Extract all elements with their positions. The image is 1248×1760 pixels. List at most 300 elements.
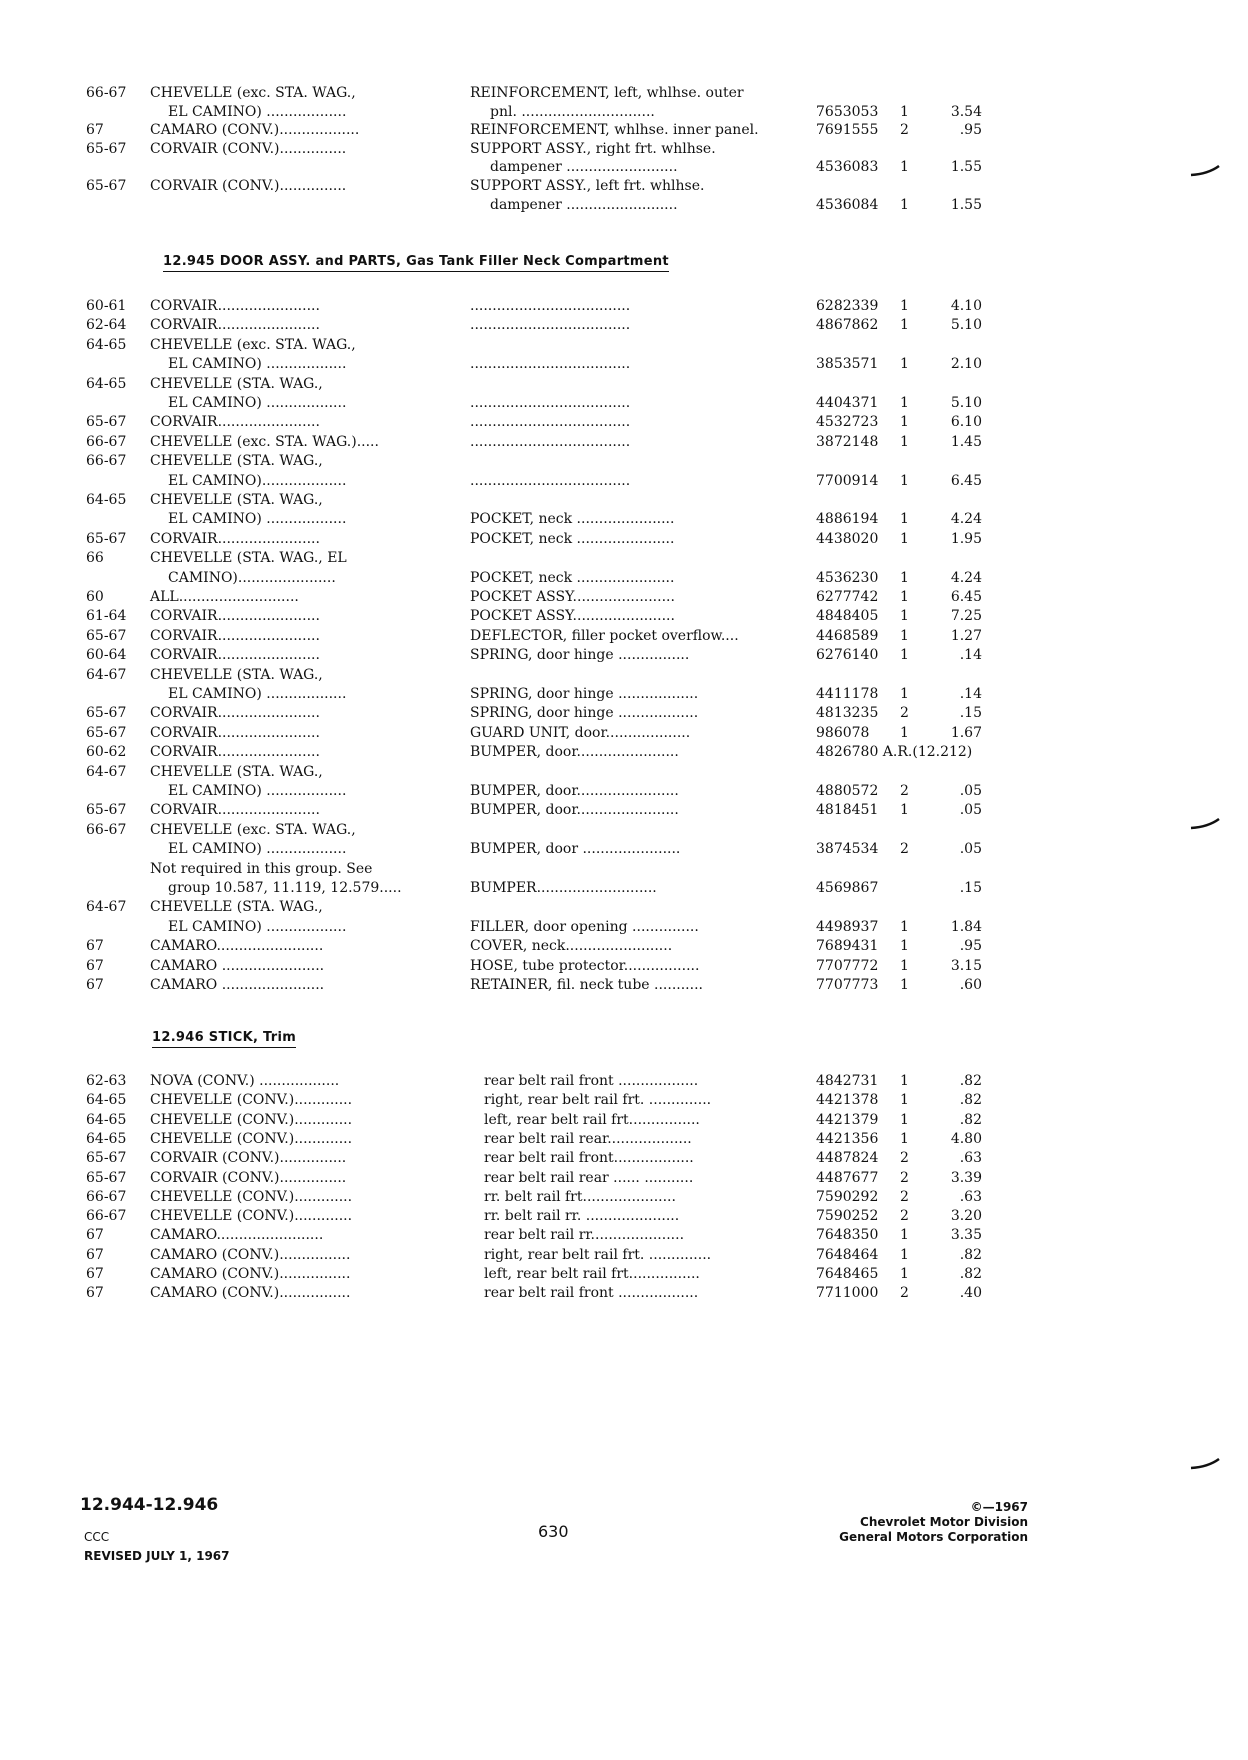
- application: CORVAIR.......................: [150, 608, 320, 625]
- price: 4.10: [950, 298, 982, 314]
- part-description: ....................................: [470, 414, 631, 431]
- quantity: 1: [900, 530, 909, 547]
- part-number: 4421356: [816, 1130, 879, 1147]
- margin-tick-mark: [1190, 818, 1220, 830]
- part-description: RETAINER, fil. neck tube ...........: [470, 977, 703, 993]
- price: .15: [959, 880, 982, 896]
- price: .60: [959, 977, 982, 993]
- parts-row: [0, 724, 1248, 742]
- parts-row: [0, 297, 1248, 315]
- application: CORVAIR.......................: [150, 802, 320, 819]
- application: EL CAMINO) ..................: [168, 511, 347, 528]
- application: EL CAMINO) ..................: [168, 841, 347, 858]
- parts-row: [0, 840, 1248, 858]
- quantity: 1: [900, 472, 909, 489]
- parts-row: [0, 1091, 1248, 1109]
- parts-row: [0, 1111, 1248, 1129]
- year-range: 65-67: [86, 802, 127, 819]
- part-number: 3874534: [816, 841, 879, 858]
- year-range: 66: [86, 550, 104, 567]
- part-description: rear belt rail rear...................: [484, 1130, 692, 1147]
- application: CHEVELLE (exc. STA. WAG.).....: [150, 433, 379, 450]
- application: CAMARO (CONV.)..................: [150, 122, 360, 139]
- year-range: 64-65: [86, 1111, 127, 1128]
- parts-row: [0, 452, 1248, 470]
- year-range: 67: [86, 1227, 104, 1244]
- part-number: 7700914: [816, 472, 879, 489]
- part-number: 7711000: [816, 1285, 879, 1302]
- application: CHEVELLE (exc. STA. WAG.,: [150, 336, 356, 353]
- copyright: ©—1967: [970, 1500, 1028, 1514]
- application: CHEVELLE (STA. WAG.,: [150, 666, 323, 683]
- part-description: SUPPORT ASSY., left frt. whlhse.: [470, 178, 705, 194]
- parts-row: [0, 685, 1248, 703]
- year-range: 61-64: [86, 608, 127, 625]
- part-description: HOSE, tube protector.................: [470, 957, 700, 974]
- year-range: 64-67: [86, 666, 127, 683]
- part-description: POCKET, neck ......................: [470, 530, 675, 547]
- year-range: 65-67: [86, 1150, 127, 1167]
- parts-row: [0, 1226, 1248, 1244]
- quantity: 1: [900, 802, 909, 819]
- year-range: 67: [86, 938, 104, 955]
- parts-row: [0, 646, 1248, 664]
- section-heading-12-945: 12.945 DOOR ASSY. and PARTS, Gas Tank Filler Neck Compartment: [163, 254, 669, 272]
- part-number: 4569867: [816, 880, 879, 896]
- price: .15: [959, 705, 982, 722]
- part-description: GUARD UNIT, door...................: [470, 724, 691, 741]
- parts-row: [0, 472, 1248, 490]
- parts-row: [0, 1207, 1248, 1225]
- part-description: POCKET, neck ......................: [470, 511, 675, 528]
- parts-row: [0, 1130, 1248, 1148]
- part-number: 7590292: [816, 1188, 879, 1205]
- part-description: REINFORCEMENT, left, whlhse. outer: [470, 85, 744, 101]
- application: CHEVELLE (STA. WAG., EL: [150, 550, 347, 567]
- parts-row: [0, 666, 1248, 684]
- application: CHEVELLE (exc. STA. WAG.,: [150, 85, 356, 101]
- parts-row: [0, 549, 1248, 567]
- quantity: 1: [900, 433, 909, 450]
- quantity: 2: [900, 1188, 909, 1205]
- part-description: ....................................: [470, 472, 631, 489]
- price: .95: [959, 122, 982, 139]
- parts-row: [0, 801, 1248, 819]
- quantity: 2: [900, 1208, 909, 1225]
- part-number: 4468589: [816, 627, 879, 644]
- year-range: 60: [86, 589, 104, 605]
- part-description: SPRING, door hinge ..................: [470, 705, 699, 722]
- group-range: 12.944-12.946: [80, 1495, 219, 1515]
- price: .82: [959, 1266, 982, 1282]
- year-range: 64-65: [86, 1130, 127, 1147]
- part-number: 6276140: [816, 647, 879, 664]
- margin-tick-mark: [1190, 1458, 1220, 1470]
- part-description: BUMPER...........................: [470, 880, 657, 896]
- price: .82: [959, 1092, 982, 1109]
- price: .05: [959, 802, 982, 819]
- quantity: 1: [900, 627, 909, 644]
- parts-row: [0, 763, 1248, 781]
- quantity: 1: [900, 1227, 909, 1244]
- part-number: 4536084: [816, 196, 879, 213]
- price: 3.35: [950, 1227, 982, 1244]
- part-description: right, rear belt rail frt. ..............: [484, 1092, 712, 1109]
- parts-row: [0, 196, 1248, 214]
- part-description: BUMPER, door ......................: [470, 841, 681, 858]
- application: CHEVELLE (STA. WAG.,: [150, 375, 323, 392]
- part-description: left, rear belt rail frt................: [484, 1266, 700, 1282]
- application: ALL...........................: [150, 589, 299, 605]
- quantity: 1: [900, 1130, 909, 1147]
- quantity: 1: [900, 686, 909, 702]
- year-range: 66-67: [86, 1208, 127, 1225]
- year-range: 64-67: [86, 763, 127, 780]
- part-description: POCKET, neck ......................: [470, 569, 675, 586]
- parts-row: [0, 918, 1248, 936]
- parts-row: [0, 879, 1248, 897]
- part-description: SUPPORT ASSY., right frt. whlhse.: [470, 140, 716, 157]
- application: Not required in this group. See: [150, 860, 373, 877]
- quantity: 1: [900, 1073, 909, 1089]
- quantity: 2: [900, 705, 909, 722]
- year-range: 67: [86, 1266, 104, 1282]
- application: EL CAMINO) ..................: [168, 356, 347, 373]
- price: 1.67: [950, 724, 982, 741]
- parts-row: [0, 316, 1248, 334]
- quantity: 1: [900, 1246, 909, 1263]
- price: 7.25: [950, 608, 982, 625]
- application: EL CAMINO) ..................: [168, 918, 347, 935]
- application: CORVAIR.......................: [150, 414, 320, 431]
- parts-row: [0, 704, 1248, 722]
- quantity: 1: [900, 414, 909, 431]
- parts-row: [0, 103, 1248, 121]
- price: 6.45: [950, 589, 982, 605]
- part-description: right, rear belt rail frt. ..............: [484, 1246, 712, 1263]
- application: CHEVELLE (STA. WAG.,: [150, 899, 323, 916]
- application: CHEVELLE (CONV.).............: [150, 1130, 353, 1147]
- application: CHEVELLE (CONV.).............: [150, 1111, 353, 1128]
- part-number: 4867862: [816, 317, 879, 334]
- part-description: COVER, neck........................: [470, 938, 673, 955]
- parts-row: [0, 898, 1248, 916]
- part-description: rear belt rail front ..................: [484, 1285, 699, 1302]
- quantity: 1: [900, 298, 909, 314]
- application: CORVAIR.......................: [150, 530, 320, 547]
- parts-row: [0, 743, 1248, 761]
- part-number: 4536083: [816, 159, 879, 176]
- part-number: 4880572: [816, 783, 879, 799]
- application: CAMINO)......................: [168, 569, 336, 586]
- part-number: 3872148: [816, 433, 879, 450]
- application: EL CAMINO) ..................: [168, 103, 347, 120]
- parts-row: [0, 607, 1248, 625]
- application: CORVAIR (CONV.)...............: [150, 178, 347, 194]
- year-range: 66-67: [86, 433, 127, 450]
- application: CORVAIR.......................: [150, 627, 320, 644]
- part-number: 4498937: [816, 918, 879, 935]
- part-number: 4487677: [816, 1169, 879, 1186]
- price: 1.27: [950, 627, 982, 644]
- application: CORVAIR (CONV.)...............: [150, 1169, 347, 1186]
- parts-row: [0, 1284, 1248, 1302]
- part-number: 4818451: [816, 802, 879, 819]
- price: 4.24: [950, 569, 982, 586]
- year-range: 65-67: [86, 414, 127, 431]
- price: 2.10: [950, 356, 982, 373]
- year-range: 67: [86, 1285, 104, 1302]
- price: 1.45: [950, 433, 982, 450]
- parts-row: [0, 569, 1248, 587]
- parts-row: [0, 375, 1248, 393]
- parts-row: [0, 433, 1248, 451]
- parts-row: [0, 336, 1248, 354]
- price: .40: [959, 1285, 982, 1302]
- application: EL CAMINO)...................: [168, 472, 347, 489]
- quantity: 1: [900, 724, 909, 741]
- quantity: 1: [900, 103, 909, 120]
- part-description: dampener .........................: [490, 196, 678, 213]
- application: CHEVELLE (CONV.).............: [150, 1092, 353, 1109]
- part-description: rr. belt rail frt.....................: [484, 1188, 676, 1205]
- application: CAMARO (CONV.)................: [150, 1246, 351, 1263]
- price: .05: [959, 841, 982, 858]
- quantity: 1: [900, 395, 909, 411]
- parts-row: [0, 158, 1248, 176]
- part-number: 4438020: [816, 530, 879, 547]
- price: .63: [959, 1150, 982, 1167]
- year-range: 62-64: [86, 317, 127, 334]
- corporation-name: General Motors Corporation: [839, 1530, 1028, 1544]
- parts-row: [0, 860, 1248, 878]
- part-number: 6282339: [816, 298, 879, 314]
- part-description: left, rear belt rail frt................: [484, 1111, 700, 1128]
- part-number: 4813235: [816, 705, 879, 722]
- quantity: 1: [900, 569, 909, 586]
- parts-row: [0, 140, 1248, 158]
- parts-row: [0, 976, 1248, 994]
- year-range: 65-67: [86, 724, 127, 741]
- year-range: 60-62: [86, 744, 127, 761]
- parts-row: [0, 177, 1248, 195]
- part-description: POCKET ASSY.......................: [470, 608, 675, 625]
- part-number: 4404371: [816, 395, 879, 411]
- parts-row: [0, 491, 1248, 509]
- part-description: DEFLECTOR, filler pocket overflow....: [470, 627, 739, 644]
- price: 6.10: [950, 414, 982, 431]
- parts-row: [0, 1265, 1248, 1283]
- year-range: 67: [86, 1246, 104, 1263]
- quantity: 2: [900, 1150, 909, 1167]
- year-range: 65-67: [86, 178, 127, 194]
- application: CORVAIR.......................: [150, 744, 320, 761]
- application: CAMARO........................: [150, 1227, 324, 1244]
- part-number: 7707772: [816, 957, 879, 974]
- section-heading-12-946: 12.946 STICK, Trim: [152, 1030, 296, 1048]
- year-range: 66-67: [86, 85, 127, 101]
- price: 3.15: [950, 957, 982, 974]
- part-number: 4421378: [816, 1092, 879, 1109]
- application: CHEVELLE (CONV.).............: [150, 1188, 353, 1205]
- part-number: 7590252: [816, 1208, 879, 1225]
- part-description: rr. belt rail rr. .....................: [484, 1208, 680, 1225]
- parts-row: [0, 1149, 1248, 1167]
- quantity: 1: [900, 317, 909, 334]
- application: CAMARO (CONV.)................: [150, 1285, 351, 1302]
- year-range: 65-67: [86, 1169, 127, 1186]
- price: 5.10: [950, 395, 982, 411]
- price: 3.20: [950, 1208, 982, 1225]
- part-description: ....................................: [470, 356, 631, 373]
- application: group 10.587, 11.119, 12.579.....: [168, 880, 402, 896]
- part-number: 7653053: [816, 103, 879, 120]
- price: 3.39: [950, 1169, 982, 1186]
- year-range: 65-67: [86, 530, 127, 547]
- parts-row: [0, 530, 1248, 548]
- application: CHEVELLE (CONV.).............: [150, 1208, 353, 1225]
- application: EL CAMINO) ..................: [168, 395, 347, 411]
- quantity: 2: [900, 1285, 909, 1302]
- application: CORVAIR.......................: [150, 724, 320, 741]
- part-number: 7689431: [816, 938, 879, 955]
- part-number: 4848405: [816, 608, 879, 625]
- part-description: SPRING, door hinge ..................: [470, 686, 699, 702]
- application: CAMARO .......................: [150, 957, 325, 974]
- price: .14: [959, 647, 982, 664]
- part-description: ....................................: [470, 317, 631, 334]
- year-range: 64-67: [86, 899, 127, 916]
- year-range: 66-67: [86, 1188, 127, 1205]
- price: .95: [959, 938, 982, 955]
- parts-row: [0, 957, 1248, 975]
- part-description: FILLER, door opening ...............: [470, 918, 699, 935]
- quantity: 1: [900, 938, 909, 955]
- application: CHEVELLE (STA. WAG.,: [150, 453, 323, 470]
- price: .05: [959, 783, 982, 799]
- part-number: 7648464: [816, 1246, 879, 1263]
- application: CORVAIR (CONV.)...............: [150, 140, 347, 157]
- catalog-code: CCC: [84, 1530, 110, 1544]
- part-number: 4421379: [816, 1111, 879, 1128]
- year-range: 67: [86, 122, 104, 139]
- year-range: 67: [86, 957, 104, 974]
- part-number: 4842731: [816, 1073, 879, 1089]
- quantity: 1: [900, 1111, 909, 1128]
- application: EL CAMINO) ..................: [168, 686, 347, 702]
- parts-row: [0, 821, 1248, 839]
- application: CORVAIR.......................: [150, 298, 320, 314]
- parts-row: [0, 510, 1248, 528]
- year-range: 65-67: [86, 140, 127, 157]
- price: 1.95: [950, 530, 982, 547]
- application: NOVA (CONV.) ..................: [150, 1073, 340, 1089]
- price: 3.54: [950, 103, 982, 120]
- part-description: dampener .........................: [490, 159, 678, 176]
- application: CHEVELLE (STA. WAG.,: [150, 492, 323, 508]
- quantity: 1: [900, 608, 909, 625]
- price: 4.80: [950, 1130, 982, 1147]
- year-range: 60-64: [86, 647, 127, 664]
- application: CAMARO........................: [150, 938, 324, 955]
- year-range: 67: [86, 977, 104, 993]
- part-number: 4886194: [816, 511, 879, 528]
- part-number: 7648465: [816, 1266, 879, 1282]
- part-number: 4411178: [816, 686, 879, 702]
- year-range: 60-61: [86, 298, 127, 314]
- price: 1.55: [950, 196, 982, 213]
- part-description: POCKET ASSY.......................: [470, 589, 675, 605]
- application: CORVAIR.......................: [150, 647, 320, 664]
- part-number: 4536230: [816, 569, 879, 586]
- part-description: BUMPER, door.......................: [470, 783, 679, 799]
- price: 4.24: [950, 511, 982, 528]
- price: 6.45: [950, 472, 982, 489]
- parts-row: [0, 1072, 1248, 1090]
- parts-row: [0, 355, 1248, 373]
- division-name: Chevrolet Motor Division: [860, 1515, 1028, 1529]
- part-description: BUMPER, door.......................: [470, 744, 679, 761]
- parts-row: [0, 413, 1248, 431]
- application: EL CAMINO) ..................: [168, 783, 347, 799]
- part-number: 986078: [816, 724, 870, 741]
- price: .82: [959, 1073, 982, 1089]
- quantity: 1: [900, 159, 909, 176]
- price: .82: [959, 1246, 982, 1263]
- year-range: 65-67: [86, 627, 127, 644]
- part-description: BUMPER, door.......................: [470, 802, 679, 819]
- part-number: 7707773: [816, 977, 879, 993]
- application: CAMARO (CONV.)................: [150, 1266, 351, 1282]
- parts-row: [0, 394, 1248, 412]
- quantity: 2: [900, 122, 909, 139]
- part-description: rear belt rail rr.....................: [484, 1227, 685, 1244]
- quantity: 1: [900, 511, 909, 528]
- margin-tick-mark: [1190, 165, 1220, 177]
- quantity: 2: [900, 783, 909, 799]
- part-description: SPRING, door hinge ................: [470, 647, 690, 664]
- price: 5.10: [950, 317, 982, 334]
- part-description: ....................................: [470, 298, 631, 314]
- quantity: 2: [900, 841, 909, 858]
- application: CAMARO .......................: [150, 977, 325, 993]
- quantity: 1: [900, 957, 909, 974]
- parts-row: [0, 84, 1248, 102]
- part-number: 4487824: [816, 1150, 879, 1167]
- parts-row: [0, 588, 1248, 606]
- parts-row: [0, 627, 1248, 645]
- application: CHEVELLE (exc. STA. WAG.,: [150, 821, 356, 838]
- application: CHEVELLE (STA. WAG.,: [150, 763, 323, 780]
- parts-row: [0, 937, 1248, 955]
- parts-row: [0, 1246, 1248, 1264]
- price: 1.55: [950, 159, 982, 176]
- quantity: 1: [900, 356, 909, 373]
- part-number: 6277742: [816, 589, 879, 605]
- application: CORVAIR (CONV.)...............: [150, 1150, 347, 1167]
- price: .63: [959, 1188, 982, 1205]
- application: CORVAIR.......................: [150, 317, 320, 334]
- parts-row: [0, 1169, 1248, 1187]
- quantity: 1: [900, 918, 909, 935]
- quantity: 1: [900, 589, 909, 605]
- parts-row: [0, 782, 1248, 800]
- part-number: 3853571: [816, 356, 879, 373]
- quantity: 2: [900, 1169, 909, 1186]
- quantity: 1: [900, 1266, 909, 1282]
- part-description: ....................................: [470, 395, 631, 411]
- quantity: 1: [900, 196, 909, 213]
